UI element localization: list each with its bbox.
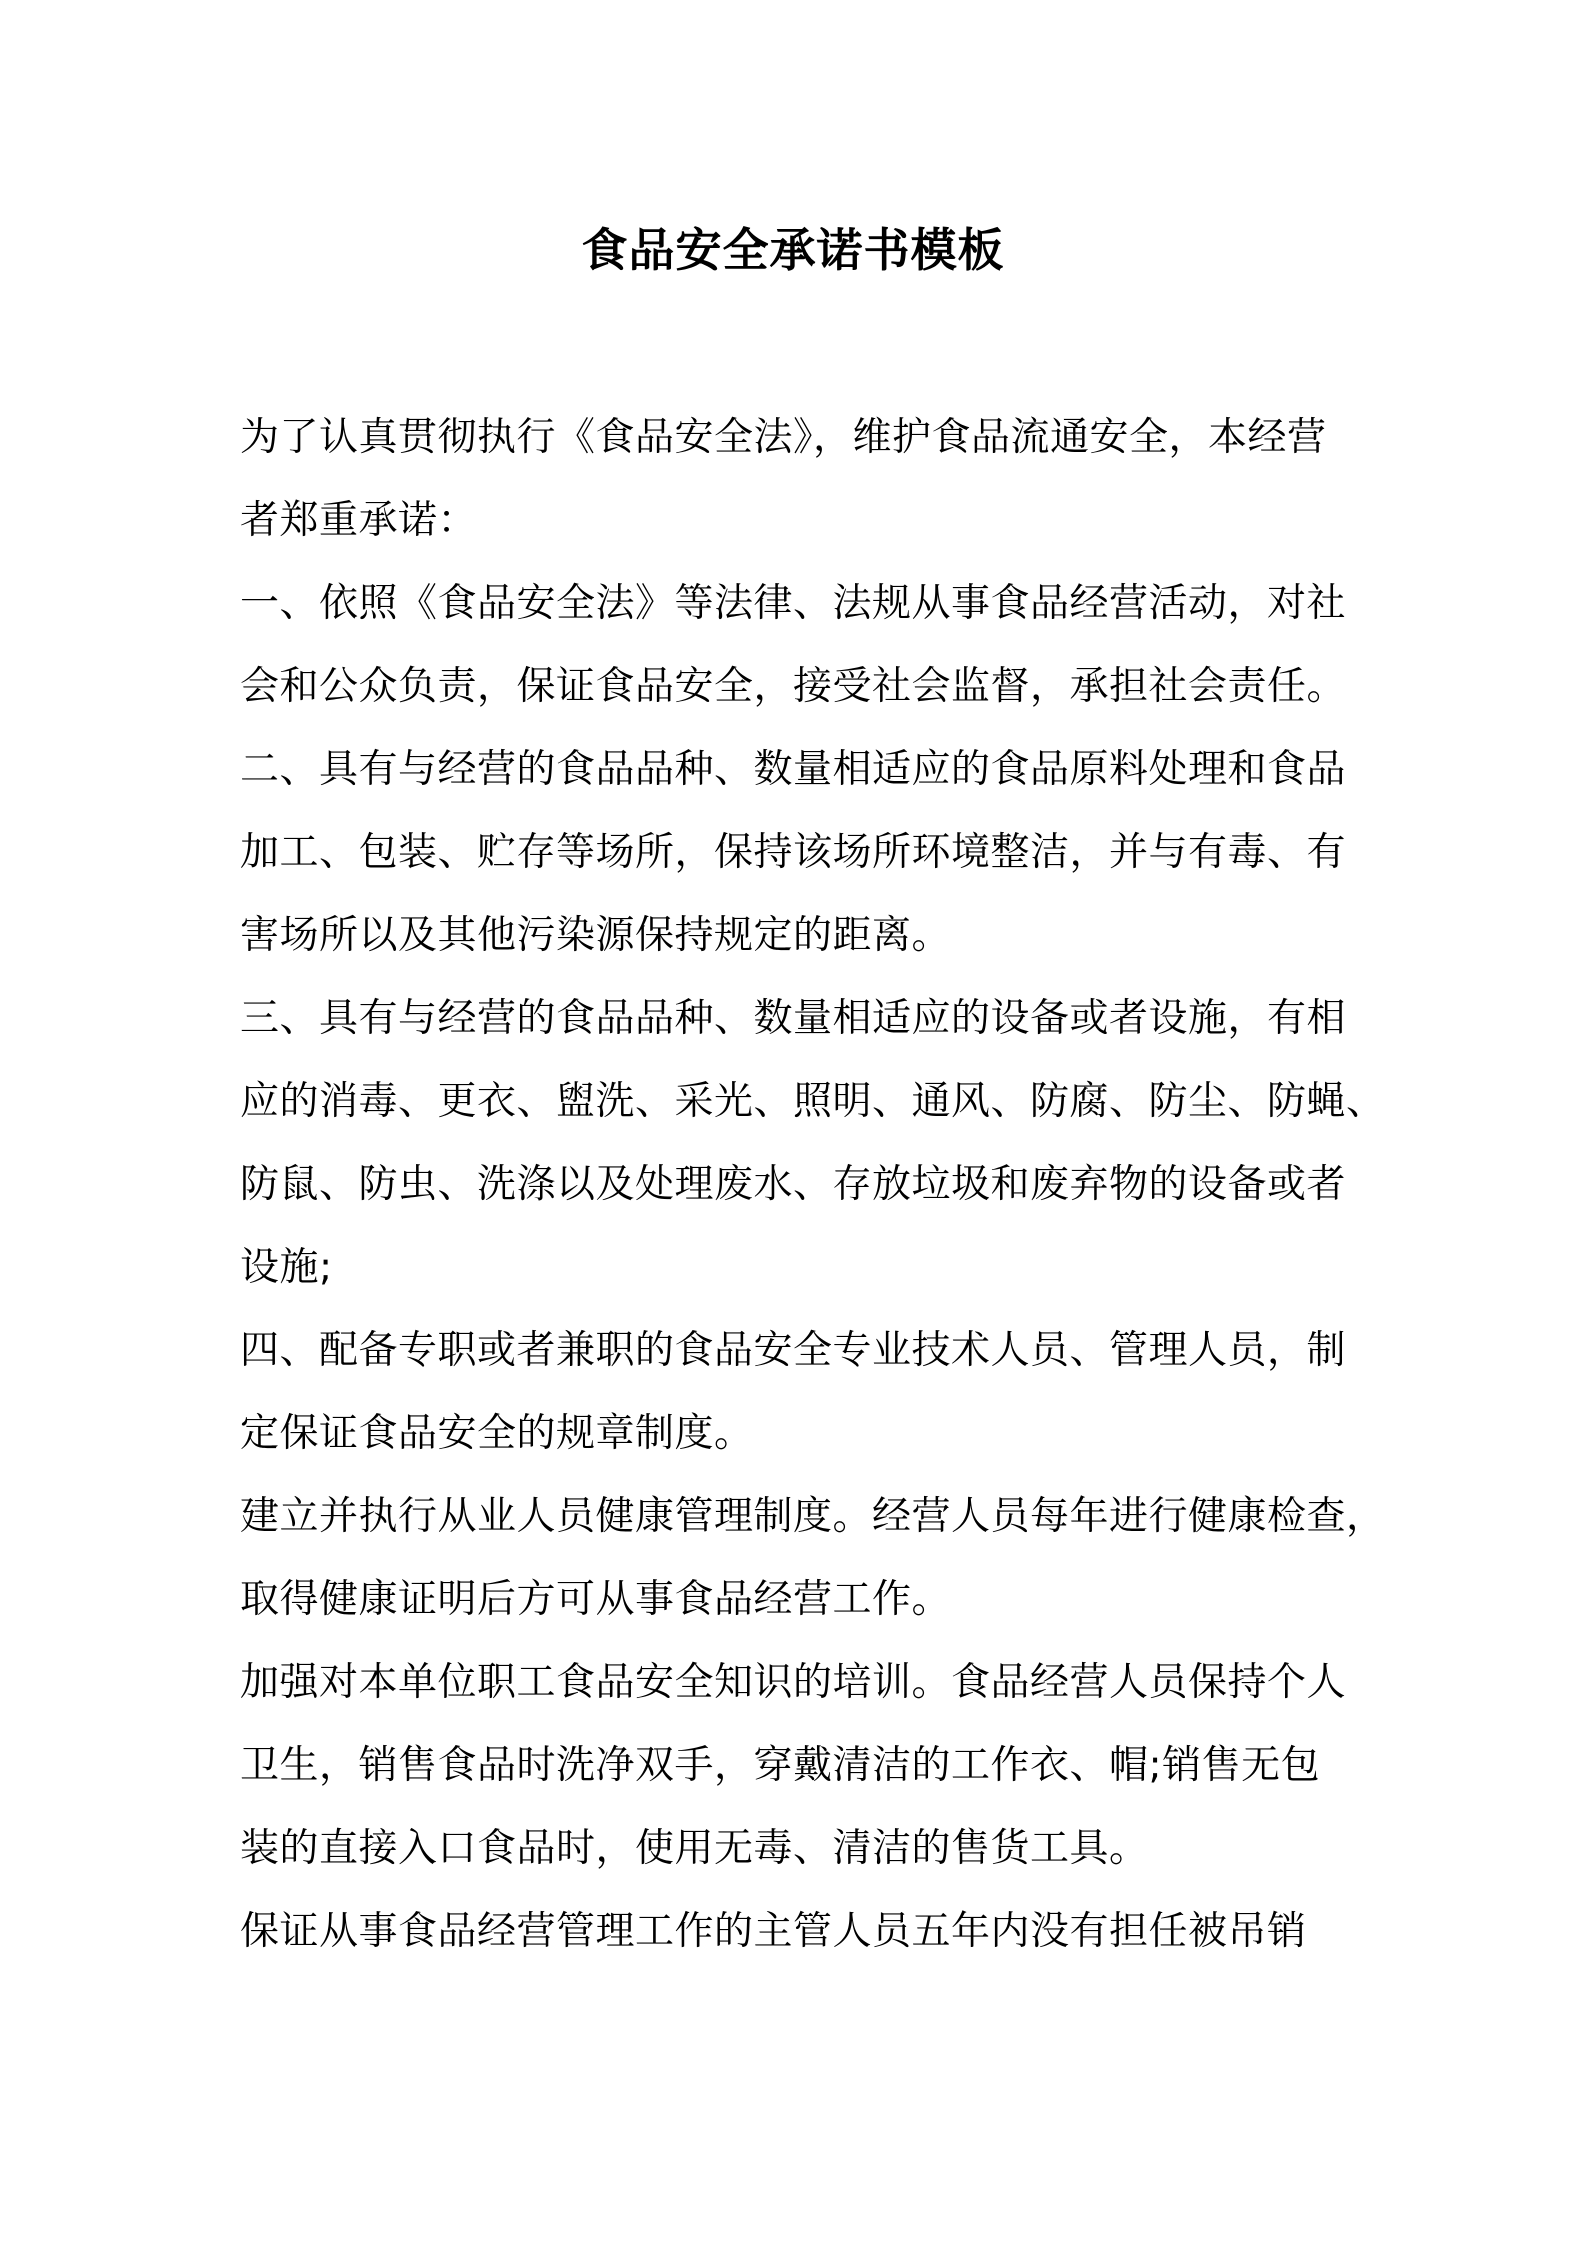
text-line: 装的直接入口食品时，使用无毒、清洁的售货工具。 [240,1826,1149,1871]
text-line: 加工、包装、贮存等场所，保持该场所环境整洁，并与有毒、有 [240,830,1347,875]
text-line: 卫生，销售食品时洗净双手，穿戴清洁的工作衣、帽;销售无包 [240,1743,1321,1788]
text-line: 为了认真贯彻执行《食品安全法》，维护食品流通安全，本经营 [240,415,1327,460]
text-line: 定保证食品安全的规章制度。 [240,1411,754,1456]
text-line: 建立并执行从业人员健康管理制度。经营人员每年进行健康检查， [240,1494,1386,1539]
text-line: 害场所以及其他污染源保持规定的距离。 [240,913,952,958]
text-line: 二、具有与经营的食品品种、数量相适应的食品原料处理和食品 [240,747,1347,792]
document-body [240,396,1386,1973]
text-line: 加强对本单位职工食品安全知识的培训。食品经营人员保持个人 [240,1660,1347,1705]
document-title: 食品安全承诺书模板 [581,223,1005,277]
text-line: 设施; [240,1245,333,1290]
text-line: 保证从事食品经营管理工作的主管人员五年内没有担任被吊销 [240,1909,1307,1954]
text-line: 会和公众负责，保证食品安全，接受社会监督，承担社会责任。 [240,664,1347,709]
text-line: 四、配备专职或者兼职的食品安全专业技术人员、管理人员，制 [240,1328,1347,1373]
text-line: 应的消毒、更衣、盥洗、采光、照明、通风、防腐、防尘、防蝇、 [240,1079,1386,1124]
text-line: 三、具有与经营的食品品种、数量相适应的设备或者设施，有相 [240,996,1347,1041]
text-line: 取得健康证明后方可从事食品经营工作。 [240,1577,952,1622]
text-line: 一、依照《食品安全法》等法律、法规从事食品经营活动，对社 [240,581,1347,626]
text-line: 防鼠、防虫、洗涤以及处理废水、存放垃圾和废弃物的设备或者 [240,1162,1347,1207]
text-line: 者郑重承诺： [240,498,478,543]
